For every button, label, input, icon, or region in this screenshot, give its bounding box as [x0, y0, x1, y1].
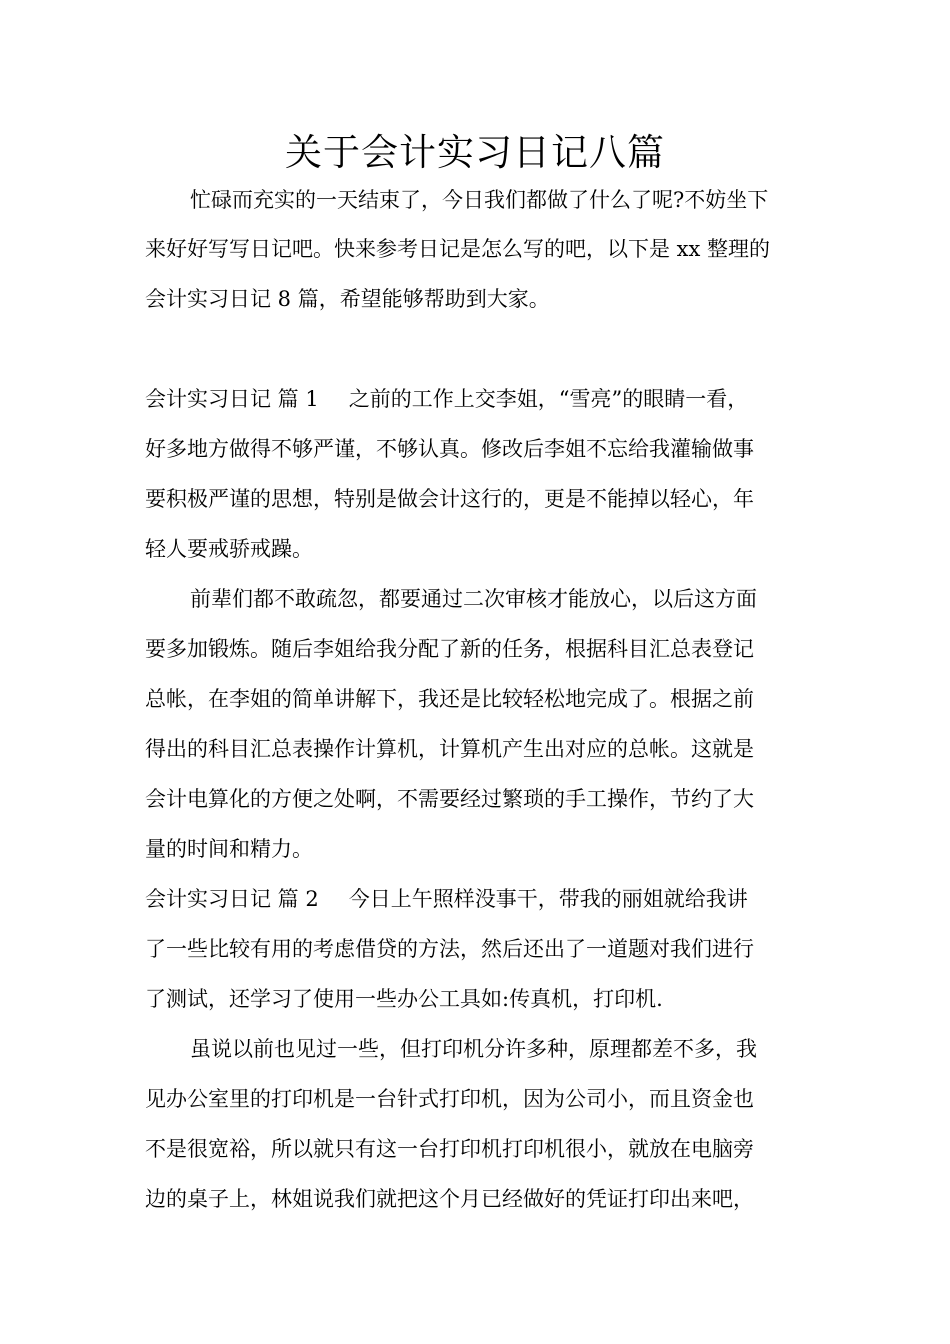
paragraph-line: 得出的科目汇总表操作计算机，计算机产生出对应的总帐。这就是 [145, 737, 754, 761]
paragraph-line: 要多加锻炼。随后李姐给我分配了新的任务，根据科目汇总表登记 [145, 637, 754, 661]
section-text: 今日上午照样没事干，带我的丽姐就给我讲 [348, 887, 748, 911]
section-heading: 会计实习日记 篇 1 [145, 387, 319, 411]
paragraph-line: 来好好写写日记吧。快来参考日记是怎么写的吧，以下是 xx 整理的 [145, 237, 771, 261]
section-text: 之前的工作上交李姐，“雪亮”的眼睛一看， [348, 387, 749, 411]
section-heading: 会计实习日记 篇 2 [145, 887, 319, 911]
paragraph-line: 虽说以前也见过一些，但打印机分许多种，原理都差不多，我 [190, 1037, 757, 1061]
paragraph-line: 要积极严谨的思想，特别是做会计这行的，更是不能掉以轻心，年 [145, 487, 754, 511]
paragraph-line: 好多地方做得不够严谨，不够认真。修改后李姐不忘给我灌输做事 [145, 437, 754, 461]
paragraph-line: 会计电算化的方便之处啊，不需要经过繁琐的手工操作，节约了大 [145, 787, 754, 811]
section-line [145, 884, 748, 914]
section-line [145, 384, 748, 414]
paragraph-line: 量的时间和精力。 [145, 837, 313, 861]
paragraph-line: 了测试，还学习了使用一些办公工具如:传真机，打印机. [145, 987, 663, 1011]
paragraph-line: 不是很宽裕，所以就只有这一台打印机打印机很小，就放在电脑旁 [145, 1137, 754, 1161]
paragraph-line: 轻人要戒骄戒躁。 [145, 537, 313, 561]
paragraph-line: 忙碌而充实的一天结束了，今日我们都做了什么了呢?不妨坐下 [190, 188, 769, 212]
document-title: 关于会计实习日记八篇 [285, 131, 665, 174]
paragraph-line: 会计实习日记 8 篇，希望能够帮助到大家。 [145, 287, 550, 311]
paragraph-line: 边的桌子上，林姐说我们就把这个月已经做好的凭证打印出来吧， [145, 1187, 754, 1211]
paragraph-line: 前辈们都不敢疏忽，都要通过二次审核才能放心，以后这方面 [190, 587, 757, 611]
paragraph-line: 总帐，在李姐的简单讲解下，我还是比较轻松地完成了。根据之前 [145, 687, 754, 711]
paragraph-line: 了一些比较有用的考虑借贷的方法，然后还出了一道题对我们进行 [145, 937, 754, 961]
paragraph-line: 见办公室里的打印机是一台针式打印机，因为公司小，而且资金也 [145, 1087, 754, 1111]
